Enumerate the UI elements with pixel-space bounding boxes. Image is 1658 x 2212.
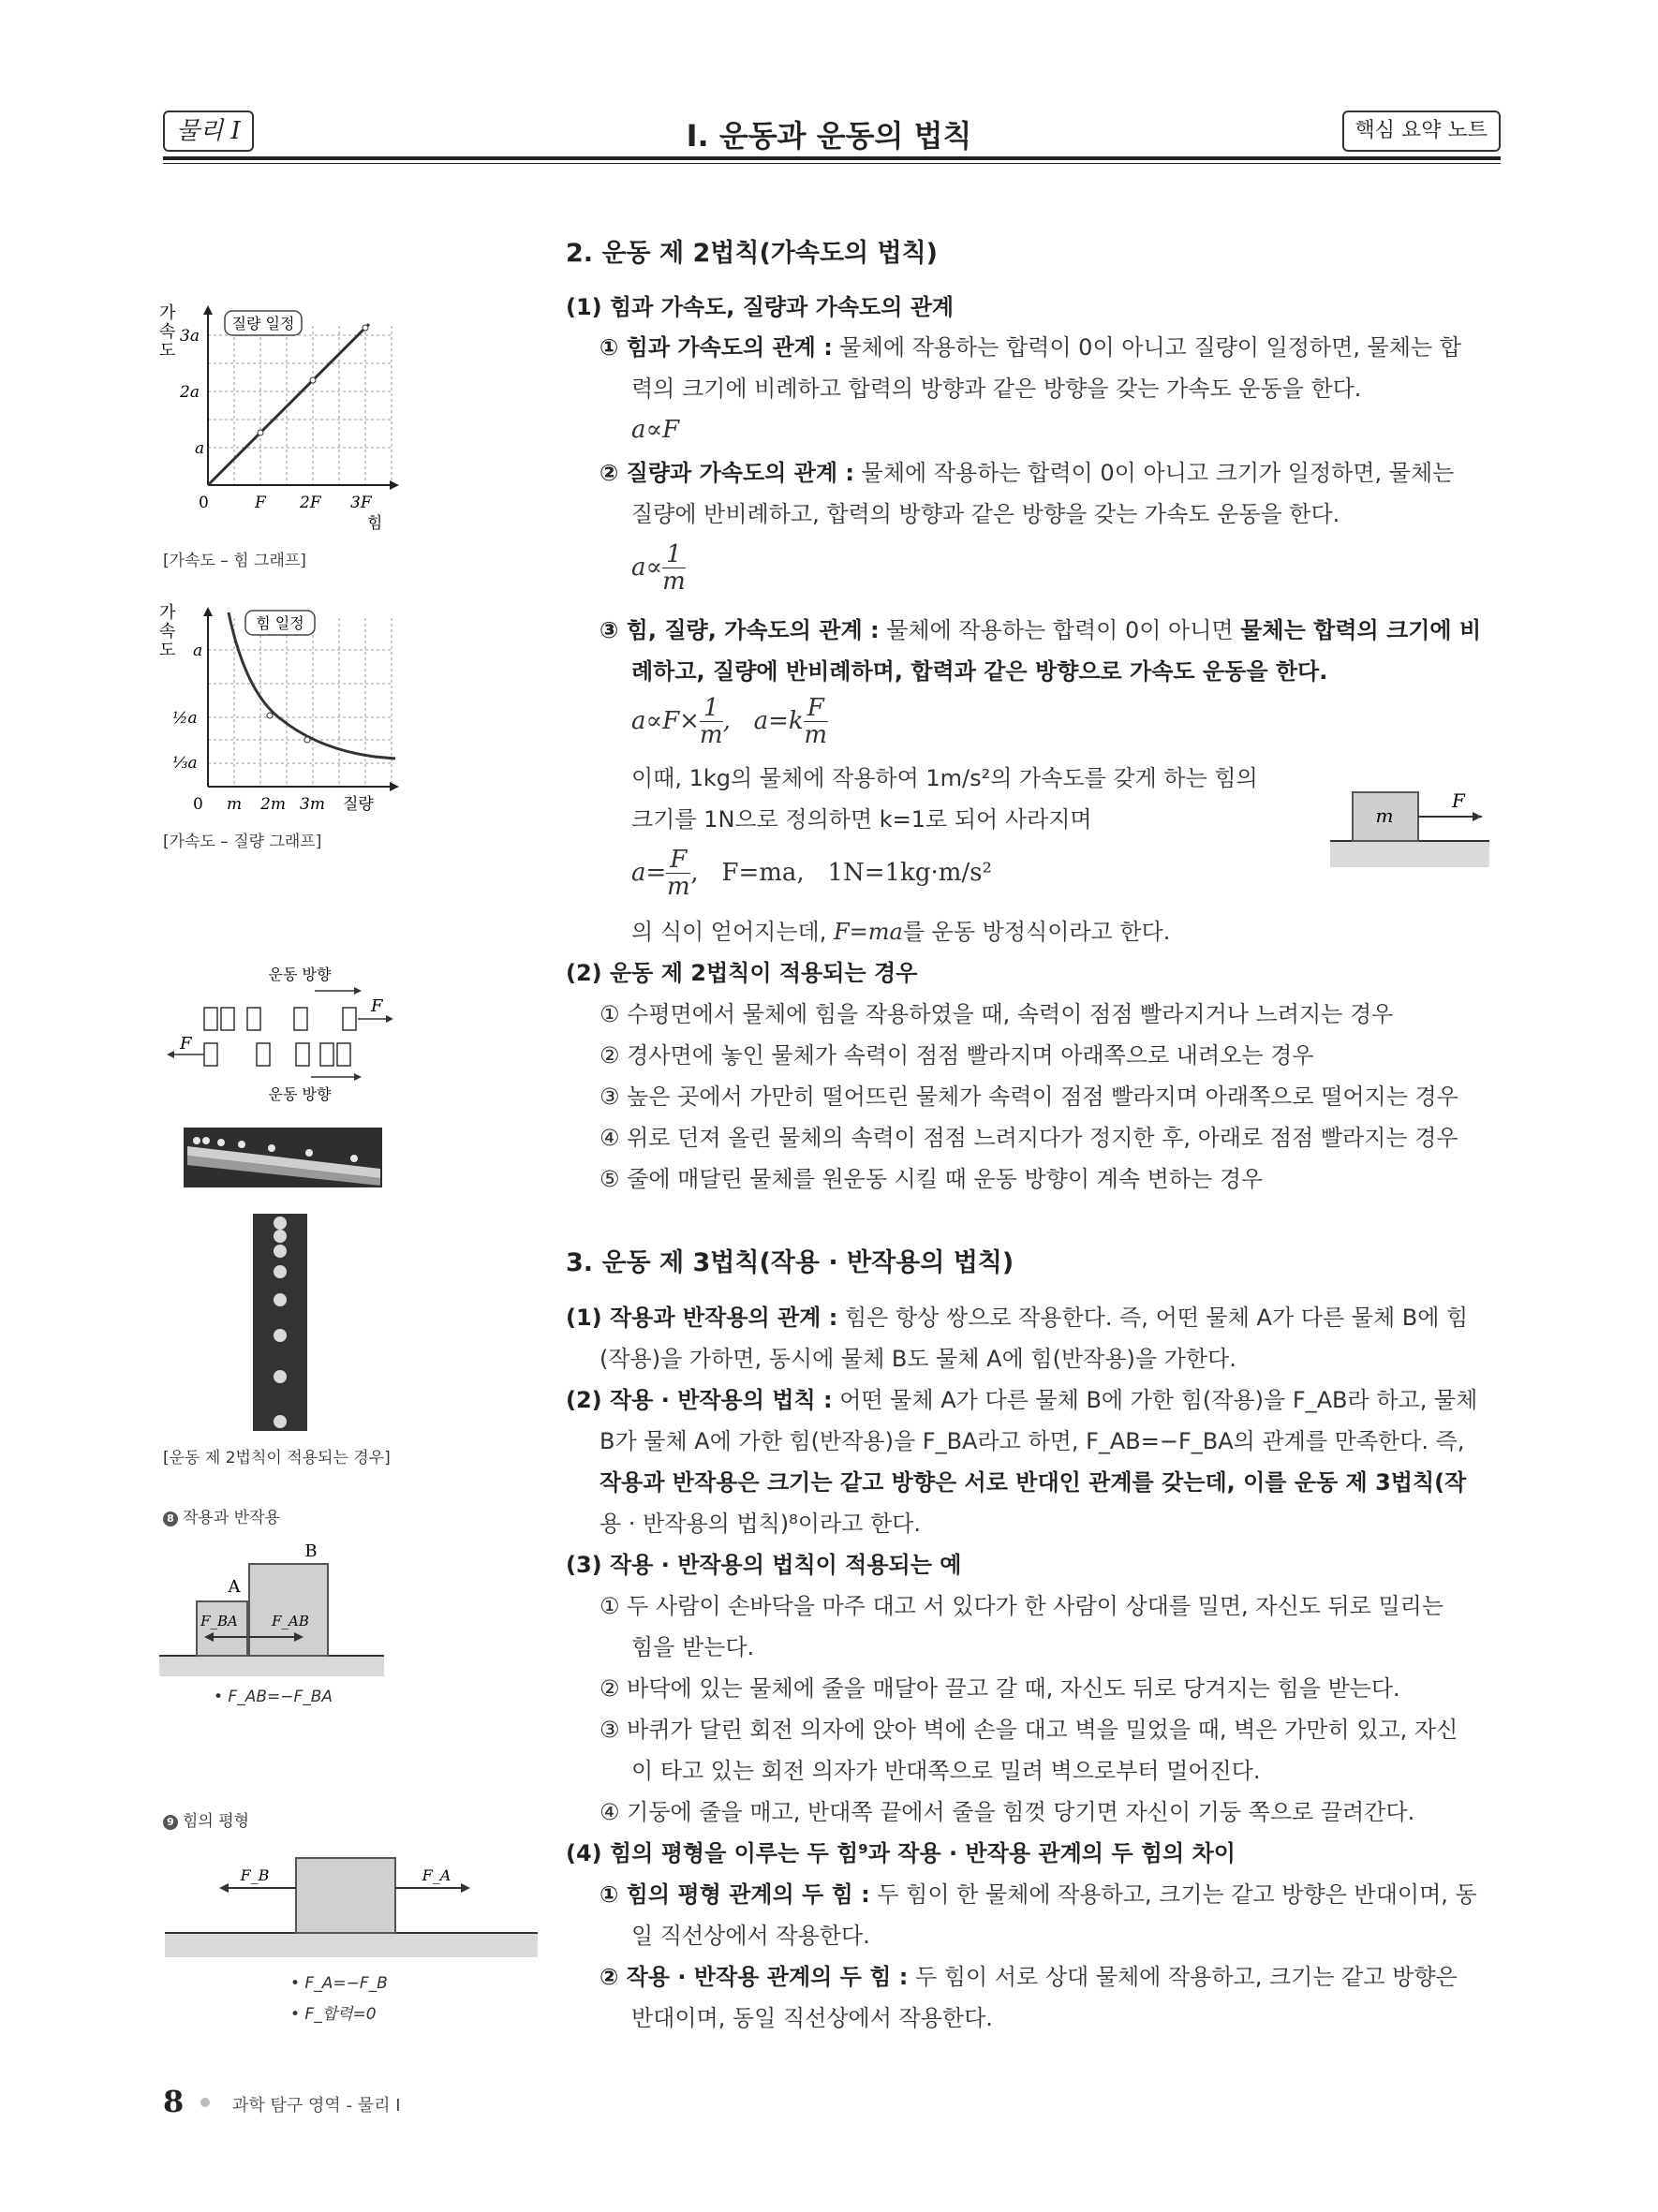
note-label: 핵심 요약 노트 [1355,119,1488,142]
item-text: 어떤 물체 A가 다른 물체 B에 가한 힘(작용)을 F_AB라 하고, 물체 [839,1387,1478,1413]
item-label: ③ 힘, 질량, 가속도의 관계 : [600,617,880,643]
formula-a-prop-inv-m [631,541,686,595]
incline-photo [184,1128,382,1187]
item-label: ① 힘의 평형 관계의 두 힘 : [600,1881,870,1908]
y-tick: a [193,641,203,660]
denominator: m [699,721,723,749]
y-axis-label-3: 도 [159,341,176,361]
denominator: m [662,568,686,596]
x-tick: 3m [300,795,325,814]
formula-a-F-m [631,695,828,748]
formula-F-ma [631,847,992,900]
note-number-badge: 8 [163,1512,178,1526]
page-title: I. 운동과 운동의 법칙 [686,118,972,154]
s3-p3-item1-cont: 힘을 받는다. [631,1634,755,1660]
note-title: 작용과 반작용 [183,1509,280,1527]
numerator: F [666,847,690,874]
force-label: F [1452,789,1465,812]
y-tick: 2a [180,383,200,402]
action-reaction-diagram [159,1536,393,1676]
note-box [1342,111,1502,152]
footer-text: 과학 탐구 영역 - 물리 I [232,2096,401,2116]
s3-p4-title: (4) 힘의 평형을 이루는 두 힘⁹과 작용 · 반작용 관계의 두 힘의 차이 [566,1840,1236,1866]
s3-p2-cont1: B가 물체 A에 가한 힘(반작용)을 F_BA라고 하면, F_AB=−F_BA의 관계를 만족한다. 즉, [600,1428,1465,1454]
s2-p2-item3: ③ 높은 곳에서 가만히 떨어뜨린 물체가 속력이 점점 빨라지며 아래쪽으로 떨어지는 경우 [600,1084,1458,1110]
x-tick: m [227,795,243,814]
s2-p1-item3-cont: 례하고, 질량에 반비례하며, 합력과 같은 방향으로 가속도 운동을 한다. [631,658,1328,685]
s2-p2-item5: ⑤ 줄에 매달린 물체를 원운동 시킬 때 운동 방향이 계속 변하는 경우 [600,1166,1264,1192]
s3-p3-item2: ② 바닥에 있는 물체에 줄을 매달아 끌고 갈 때, 자신도 뒤로 당겨지는 힘을 받는다. [600,1675,1400,1702]
s2-p2-item2: ② 경사면에 놓인 물체가 속력이 점점 빨라지며 아래쪽으로 내려오는 경우 [600,1042,1314,1069]
s2-p1-item3-text3: 이때, 1kg의 물체에 작용하여 1m/s²의 가속도를 갖게 하는 힘의 [631,765,1258,791]
item-label: (1) 작용과 반작용의 관계 : [566,1305,838,1331]
text-part: 의 식이 얻어지는데, [631,919,827,945]
s3-p3-item1: ① 두 사람이 손바닥을 마주 대고 서 있다가 한 사람이 상대를 밀면, 자신도 뒤로 밀리는 [600,1593,1444,1619]
fraction [666,847,690,900]
y-axis-label-2: 속 [159,322,176,342]
item-label: ② 질량과 가속도의 관계 : [600,460,854,486]
s3-p2-cont3: 용 · 반작용의 법칙)⁸이라고 한다. [600,1511,921,1537]
force-FAB-label: F_AB [272,1613,309,1630]
section3-heading: 3. 운동 제 3법칙(작용 · 반작용의 법칙) [566,1248,1014,1277]
block-force-diagram [1330,785,1499,871]
s3-p3-item3: ③ 바퀴가 달린 회전 의자에 앉아 벽에 손을 대고 벽을 밀었을 때, 벽은 가만히 있고, 자신 [600,1717,1458,1743]
s2-p2-item4: ④ 위로 던져 올린 물체의 속력이 점점 느려지다가 정지한 후, 아래로 점점 빨라지는 경우 [600,1125,1458,1151]
item-text-bold: 물체는 합력의 크기에 비 [1240,617,1482,643]
item-text: 두 힘이 서로 상대 물체에 작용하고, 크기는 같고 방향은 [915,1964,1458,1990]
block-B-label: B [304,1541,318,1561]
y-tick: 3a [180,327,200,346]
formula-part: , a=k [722,707,804,735]
y-tick: ⅓a [172,754,198,773]
item-label: ① 힘과 가속도의 관계 : [600,334,833,361]
y-tick: a [195,439,205,458]
text-part: 를 운동 방정식이라고 한다. [902,919,1171,945]
force-FA-label: F_A [422,1866,452,1884]
x-tick: 0 [199,494,209,512]
y-axis-label-3: 도 [159,641,176,660]
s3-p1-cont: (작용)을 가하면, 동시에 물체 B도 물체 A에 힘(반작용)을 가한다. [600,1346,1236,1372]
graph1-caption: [가속도 – 힘 그래프] [163,552,306,570]
note9-formula1: • F_A=−F_B [290,1974,388,1993]
footer-dot [200,2098,210,2107]
header-rule-thin [163,163,1501,164]
header-rule [163,156,1501,160]
formula-part: F=ma [834,919,903,945]
item-label: (2) 작용 · 반작용의 법칙 : [566,1387,833,1413]
note-title: 힘의 평형 [183,1812,250,1831]
item-text: 물체에 작용하는 합력이 0이 아니고 질량이 일정하면, 물체는 합 [839,334,1461,361]
formula-part: a∝ [631,553,663,582]
force-label: F [180,1034,192,1054]
motion-caption: [운동 제 2법칙이 적용되는 경우] [163,1449,391,1467]
y-axis-label-2: 속 [159,622,176,641]
numerator: 1 [700,695,723,722]
s2-p1-item3-text4: 크기를 1N으로 정의하면 k=1로 되어 사라지며 [631,806,1092,833]
numerator: F [804,695,828,722]
formula-a-prop-F: a∝F [631,416,680,444]
item-text: 물체에 작용하는 합력이 0이 아니고 크기가 일정하면, 물체는 [861,460,1455,486]
note9-formula2: • F_합력=0 [290,2005,377,2024]
section2-heading: 2. 운동 제 2법칙(가속도의 법칙) [566,239,939,268]
s2-p1-item1 [600,333,1461,361]
item-text: 두 힘이 한 물체에 작용하고, 크기는 같고 방향은 반대이며, 동 [877,1881,1477,1908]
s2-p1-item2-cont: 질량에 반비례하고, 합력의 방향과 같은 방향을 갖는 가속도 운동을 한다. [631,501,1340,527]
fraction [662,541,686,595]
note8-title [163,1504,280,1527]
item-label: ② 작용 · 반작용 관계의 두 힘 : [600,1964,909,1990]
y-axis-label-1: 가 [159,603,176,623]
s3-p4-item1 [600,1880,1477,1909]
graph2-caption: [가속도 – 질량 그래프] [163,833,322,851]
force-FBA-label: F_BA [200,1613,238,1630]
s2-p1-item1-cont: 력의 크기에 비례하고 합력의 방향과 같은 방향을 갖는 가속도 운동을 한다. [631,376,1362,402]
note-number-badge: 9 [163,1815,178,1830]
graph-accel-force [159,298,403,537]
x-tick: 3F [350,494,372,512]
s3-p3-item3-cont: 이 타고 있는 회전 의자가 반대쪽으로 밀려 벽으로부터 멀어진다. [631,1758,1261,1784]
item-text: 힘은 항상 쌍으로 작용한다. 즉, 어떤 물체 A가 다른 물체 B에 힘 [844,1305,1469,1331]
s3-p4-item2-cont: 반대이며, 동일 직선상에서 작용한다. [631,2005,993,2031]
force-equilibrium-diagram [165,1854,540,1959]
x-axis-label: 질량 [343,795,374,814]
block-label: m [1375,804,1394,827]
motion-direction-label: 운동 방향 [268,1085,332,1103]
free-fall-photo [253,1214,307,1431]
page-number: 8 [163,2084,185,2119]
y-tick: ½a [172,709,198,728]
s3-p2-cont2: 작용과 반작용은 크기는 같고 방향은 서로 반대인 관계를 갖는데, 이를 운동 제 3법칙(작 [600,1469,1467,1496]
formula-part: a∝F× [631,707,700,735]
s3-p3-title: (3) 작용 · 반작용의 법칙이 적용되는 예 [566,1552,962,1578]
s3-p2 [566,1386,1477,1414]
s2-p1-item2 [600,459,1454,487]
s3-p4-item2 [600,1963,1458,1991]
formula-part: a= [631,859,667,887]
x-tick: 0 [193,795,203,814]
s3-p4-item1-cont: 일 직선상에서 작용한다. [631,1923,870,1949]
x-axis-label: 힘 [367,514,383,533]
formula-part: , F=ma, 1N=1kg·m/s² [690,859,992,887]
s2-p1-item3-text5 [631,918,1170,946]
s2-p1-title: (1) 힘과 가속도, 질량과 가속도의 관계 [566,294,955,320]
force-label: F [371,996,383,1016]
graph2-badge: 힘 일정 [256,614,304,632]
motion-direction-label: 운동 방향 [268,966,332,983]
force-FB-label: F_B [240,1866,270,1884]
denominator: m [666,873,690,901]
floor [1330,841,1489,867]
note9-title [163,1807,249,1831]
item-text: 물체에 작용하는 합력이 0이 아니면 [886,617,1234,643]
x-tick: 2F [300,494,321,512]
s3-p3-item4: ④ 기둥에 줄을 매고, 반대쪽 끝에서 줄을 힘껏 당기면 자신이 기둥 쪽으로 끌려간다. [600,1799,1415,1825]
denominator: m [804,721,828,749]
s3-p1 [566,1304,1468,1332]
s2-p2-title: (2) 운동 제 2법칙이 적용되는 경우 [566,960,918,986]
graph1-badge: 질량 일정 [231,315,295,332]
s2-p2-item1: ① 수평면에서 물체에 힘을 작용하였을 때, 속력이 점점 빨라지거나 느려지는 경우 [600,1001,1394,1027]
block-A-label: A [228,1577,241,1597]
graph-accel-mass [159,599,403,824]
s2-p1-item3 [600,616,1481,644]
y-axis-label-1: 가 [159,303,176,323]
fraction [804,695,828,748]
motion-direction-diagram [159,963,412,1113]
x-tick: F [255,494,266,512]
fraction [700,695,723,748]
x-tick: 2m [260,795,286,814]
numerator: 1 [662,541,686,568]
subject-label: 물리 I [176,117,241,145]
note8-formula: • F_AB=−F_BA [214,1688,333,1706]
